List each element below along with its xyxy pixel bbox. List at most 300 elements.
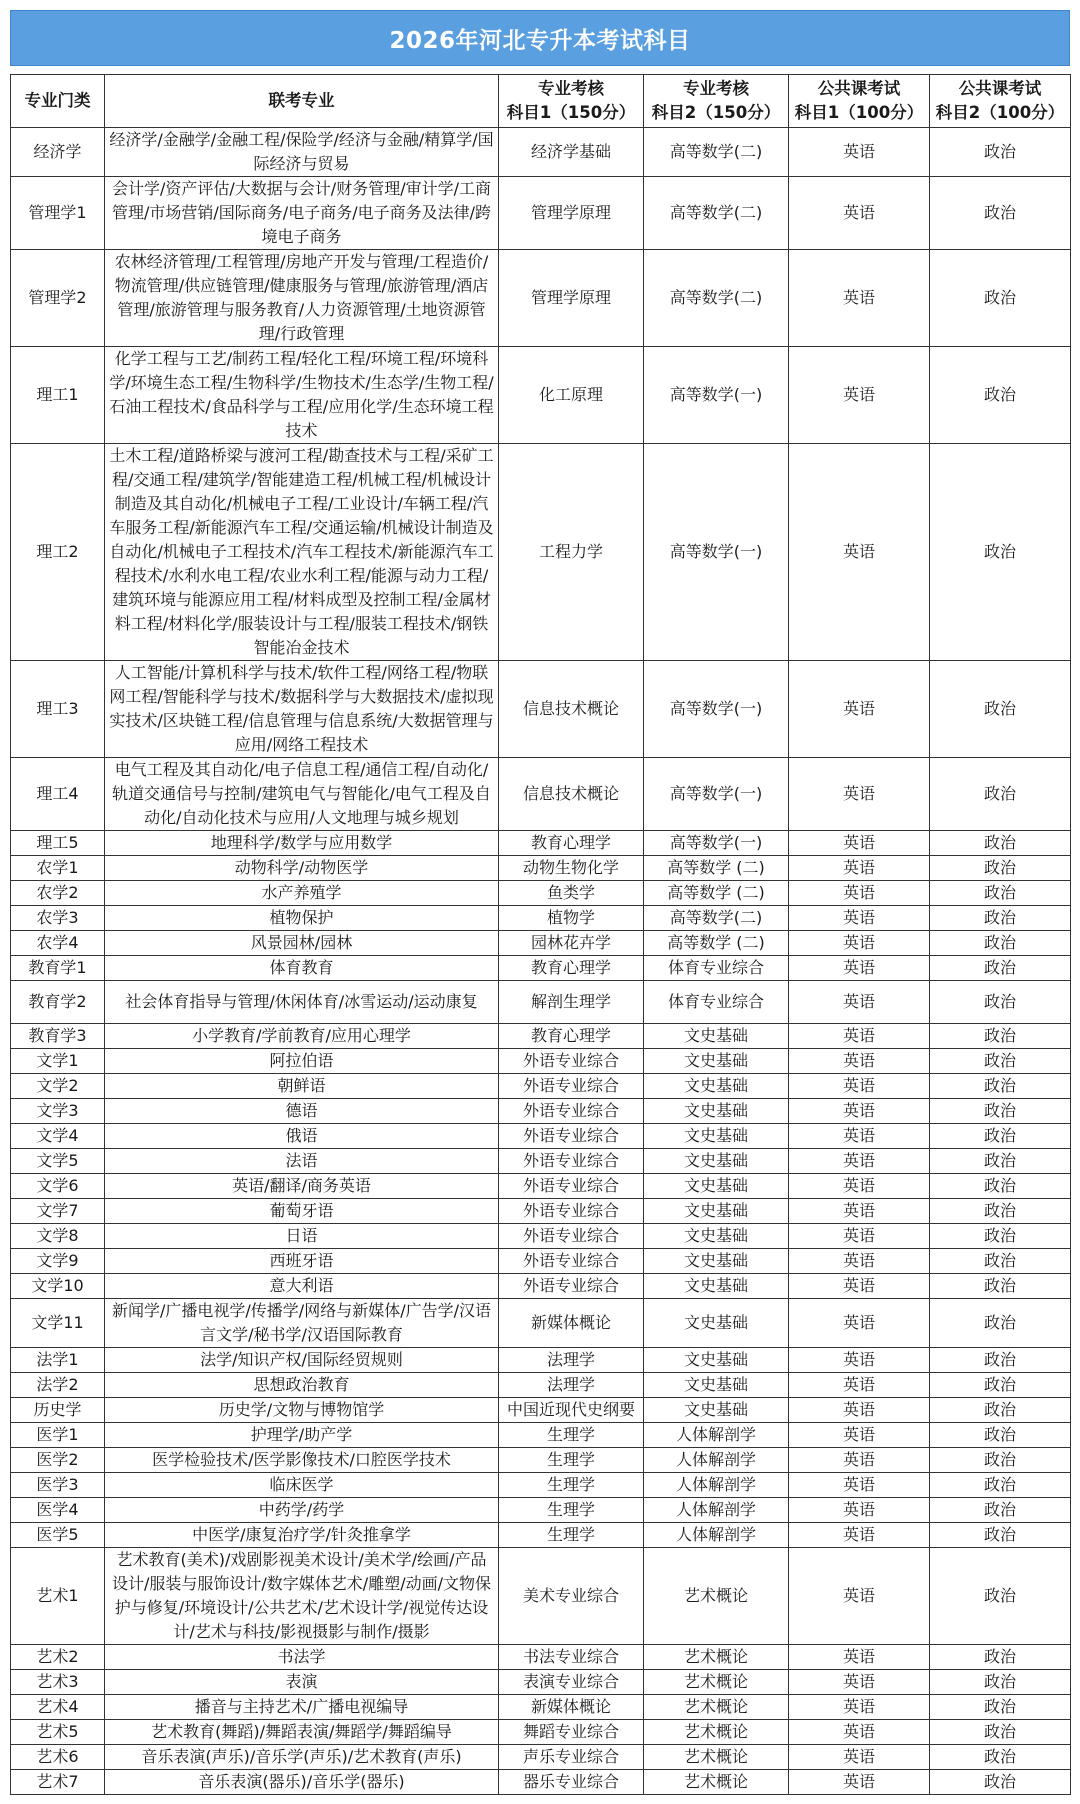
- public2-cell: 政治: [930, 347, 1071, 444]
- majors-cell: 音乐表演(器乐)/音乐学(器乐): [105, 1770, 499, 1795]
- public1-cell: 英语: [789, 1199, 930, 1224]
- public1-cell: 英语: [789, 1049, 930, 1074]
- public1-cell: 英语: [789, 347, 930, 444]
- subject1-cell: 生理学: [499, 1498, 644, 1523]
- category-cell: 医学3: [11, 1473, 105, 1498]
- category-cell: 艺术6: [11, 1745, 105, 1770]
- subject1-cell: 中国近现代史纲要: [499, 1398, 644, 1423]
- public2-cell: 政治: [930, 831, 1071, 856]
- subject1-cell: 新媒体概论: [499, 1695, 644, 1720]
- public2-cell: 政治: [930, 1770, 1071, 1795]
- category-cell: 文学3: [11, 1099, 105, 1124]
- public1-cell: 英语: [789, 956, 930, 981]
- subject1-cell: 植物学: [499, 906, 644, 931]
- public2-cell: 政治: [930, 1645, 1071, 1670]
- table-row: [11, 1398, 1071, 1423]
- header-public-2: [930, 75, 1071, 128]
- table-row: [11, 1099, 1071, 1124]
- majors-cell: 法语: [105, 1149, 499, 1174]
- public1-cell: 英语: [789, 758, 930, 831]
- subject2-cell: 文史基础: [644, 1174, 789, 1199]
- page-title: 2026年河北专升本考试科目: [10, 10, 1070, 66]
- subject1-cell: 生理学: [499, 1448, 644, 1473]
- table-row: [11, 1720, 1071, 1745]
- majors-cell: 朝鲜语: [105, 1074, 499, 1099]
- majors-cell: 社会体育指导与管理/休闲体育/冰雪运动/运动康复: [105, 981, 499, 1024]
- subject2-cell: 文史基础: [644, 1074, 789, 1099]
- category-cell: 经济学: [11, 128, 105, 177]
- public2-cell: 政治: [930, 1548, 1071, 1645]
- subject2-cell: 文史基础: [644, 1099, 789, 1124]
- subject2-cell: 人体解剖学: [644, 1423, 789, 1448]
- majors-cell: 中药学/药学: [105, 1498, 499, 1523]
- header-public-1: [789, 75, 930, 128]
- subject1-cell: 外语专业综合: [499, 1224, 644, 1249]
- header-text: 公共课考试: [817, 79, 901, 98]
- subject1-cell: 外语专业综合: [499, 1124, 644, 1149]
- public1-cell: 英语: [789, 1124, 930, 1149]
- subject2-cell: 文史基础: [644, 1124, 789, 1149]
- category-cell: 理工4: [11, 758, 105, 831]
- category-cell: 文学5: [11, 1149, 105, 1174]
- header-subject-2: [644, 75, 789, 128]
- public1-cell: 英语: [789, 931, 930, 956]
- public1-cell: 英语: [789, 1174, 930, 1199]
- subject2-cell: 高等数学(一): [644, 347, 789, 444]
- table-row: [11, 931, 1071, 956]
- table-row: [11, 881, 1071, 906]
- subject1-cell: 外语专业综合: [499, 1199, 644, 1224]
- subject1-cell: 生理学: [499, 1423, 644, 1448]
- category-cell: 教育学1: [11, 956, 105, 981]
- subject2-cell: 高等数学(一): [644, 661, 789, 758]
- majors-cell: 音乐表演(声乐)/音乐学(声乐)/艺术教育(声乐): [105, 1745, 499, 1770]
- public2-cell: 政治: [930, 250, 1071, 347]
- majors-cell: 土木工程/道路桥梁与渡河工程/勘查技术与工程/采矿工程/交通工程/建筑学/智能建造工程/机械工程/机械设计制造及其自动化/机械电子工程/工业设计/车辆工程/汽车服务工程/新能源汽车工程/交通运输/机械设计制造及自动化/机械电子工程技术/汽车工程技术/新能源汽车工程技术/水利水电工程/农业水利工程/能源与动力工程/建筑环境与能源应用工程/材料成型及控制工程/金属材料工程/材料化学/服装设计与工程/服装工程技术/钢铁智能冶金技术: [105, 444, 499, 661]
- category-cell: 文学1: [11, 1049, 105, 1074]
- table-row: [11, 1770, 1071, 1795]
- public1-cell: 英语: [789, 856, 930, 881]
- subject2-cell: 人体解剖学: [644, 1498, 789, 1523]
- public2-cell: 政治: [930, 1199, 1071, 1224]
- majors-cell: 播音与主持艺术/广播电视编导: [105, 1695, 499, 1720]
- category-cell: 历史学: [11, 1398, 105, 1423]
- public2-cell: 政治: [930, 1099, 1071, 1124]
- public2-cell: 政治: [930, 177, 1071, 250]
- table-row: [11, 347, 1071, 444]
- subject2-cell: 文史基础: [644, 1398, 789, 1423]
- table-row: [11, 1149, 1071, 1174]
- public2-cell: 政治: [930, 956, 1071, 981]
- majors-cell: 西班牙语: [105, 1249, 499, 1274]
- public2-cell: 政治: [930, 1049, 1071, 1074]
- public1-cell: 英语: [789, 1074, 930, 1099]
- category-cell: 管理学2: [11, 250, 105, 347]
- subject1-cell: 外语专业综合: [499, 1274, 644, 1299]
- majors-cell: 地理科学/数学与应用数学: [105, 831, 499, 856]
- public1-cell: 英语: [789, 1274, 930, 1299]
- public1-cell: 英语: [789, 1348, 930, 1373]
- public2-cell: 政治: [930, 1423, 1071, 1448]
- category-cell: 理工2: [11, 444, 105, 661]
- subject1-cell: 外语专业综合: [499, 1099, 644, 1124]
- majors-cell: 葡萄牙语: [105, 1199, 499, 1224]
- public2-cell: 政治: [930, 1695, 1071, 1720]
- subject1-cell: 教育心理学: [499, 956, 644, 981]
- subject1-cell: 园林花卉学: [499, 931, 644, 956]
- subject2-cell: 体育专业综合: [644, 981, 789, 1024]
- table-row: [11, 1024, 1071, 1049]
- category-cell: 文学7: [11, 1199, 105, 1224]
- table-row: [11, 1745, 1071, 1770]
- majors-cell: 法学/知识产权/国际经贸规则: [105, 1348, 499, 1373]
- public2-cell: 政治: [930, 1124, 1071, 1149]
- subject2-cell: 文史基础: [644, 1149, 789, 1174]
- public2-cell: 政治: [930, 1398, 1071, 1423]
- public1-cell: 英语: [789, 831, 930, 856]
- public1-cell: 英语: [789, 1770, 930, 1795]
- majors-cell: 俄语: [105, 1124, 499, 1149]
- table-body: [11, 128, 1071, 1795]
- majors-cell: 护理学/助产学: [105, 1423, 499, 1448]
- header-text: 科目1（100分）: [794, 103, 924, 122]
- majors-cell: 德语: [105, 1099, 499, 1124]
- subject1-cell: 表演专业综合: [499, 1670, 644, 1695]
- public2-cell: 政治: [930, 1174, 1071, 1199]
- subject2-cell: 高等数学(一): [644, 758, 789, 831]
- header-text: 专业考核: [683, 79, 749, 98]
- subject1-cell: 动物生物化学: [499, 856, 644, 881]
- table-row: [11, 856, 1071, 881]
- subject2-cell: 艺术概论: [644, 1745, 789, 1770]
- category-cell: 医学5: [11, 1523, 105, 1548]
- category-cell: 农学2: [11, 881, 105, 906]
- subject2-cell: 艺术概论: [644, 1645, 789, 1670]
- majors-cell: 小学教育/学前教育/应用心理学: [105, 1024, 499, 1049]
- header-text: 科目2（150分）: [651, 103, 781, 122]
- table-row: [11, 1373, 1071, 1398]
- subject2-cell: 高等数学(二): [644, 250, 789, 347]
- header-subject-1: [499, 75, 644, 128]
- subject2-cell: 文史基础: [644, 1024, 789, 1049]
- subject2-cell: 艺术概论: [644, 1670, 789, 1695]
- majors-cell: 艺术教育(美术)/戏剧影视美术设计/美术学/绘画/产品设计/服装与服饰设计/数字媒体艺术/雕塑/动画/文物保护与修复/环境设计/公共艺术/艺术设计学/视觉传达设计/艺术与科技/影视摄影与制作/摄影: [105, 1548, 499, 1645]
- table-row: [11, 1049, 1071, 1074]
- public1-cell: 英语: [789, 250, 930, 347]
- subject1-cell: 外语专业综合: [499, 1174, 644, 1199]
- public1-cell: 英语: [789, 906, 930, 931]
- category-cell: 法学2: [11, 1373, 105, 1398]
- subject2-cell: 体育专业综合: [644, 956, 789, 981]
- table-row: [11, 758, 1071, 831]
- public2-cell: 政治: [930, 444, 1071, 661]
- public2-cell: 政治: [930, 1149, 1071, 1174]
- header-text: 公共课考试: [958, 79, 1042, 98]
- majors-cell: 思想政治教育: [105, 1373, 499, 1398]
- subject1-cell: 法理学: [499, 1348, 644, 1373]
- category-cell: 艺术3: [11, 1670, 105, 1695]
- category-cell: 艺术2: [11, 1645, 105, 1670]
- public2-cell: 政治: [930, 1348, 1071, 1373]
- majors-cell: 阿拉伯语: [105, 1049, 499, 1074]
- category-cell: 艺术1: [11, 1548, 105, 1645]
- subject2-cell: 文史基础: [644, 1348, 789, 1373]
- public1-cell: 英语: [789, 1720, 930, 1745]
- public1-cell: 英语: [789, 1299, 930, 1348]
- public1-cell: 英语: [789, 981, 930, 1024]
- category-cell: 教育学3: [11, 1024, 105, 1049]
- category-cell: 文学11: [11, 1299, 105, 1348]
- category-cell: 艺术7: [11, 1770, 105, 1795]
- majors-cell: 植物保护: [105, 906, 499, 931]
- subject1-cell: 新媒体概论: [499, 1299, 644, 1348]
- public1-cell: 英语: [789, 1548, 930, 1645]
- table-row: [11, 1670, 1071, 1695]
- public1-cell: 英语: [789, 1745, 930, 1770]
- table-row: [11, 956, 1071, 981]
- public1-cell: 英语: [789, 1149, 930, 1174]
- category-cell: 艺术5: [11, 1720, 105, 1745]
- category-cell: 艺术4: [11, 1695, 105, 1720]
- category-cell: 文学8: [11, 1224, 105, 1249]
- exam-subjects-table: [10, 74, 1071, 1795]
- majors-cell: 新闻学/广播电视学/传播学/网络与新媒体/广告学/汉语言文学/秘书学/汉语国际教育: [105, 1299, 499, 1348]
- public2-cell: 政治: [930, 856, 1071, 881]
- table-row: [11, 1199, 1071, 1224]
- majors-cell: 艺术教育(舞蹈)/舞蹈表演/舞蹈学/舞蹈编导: [105, 1720, 499, 1745]
- subject1-cell: 外语专业综合: [499, 1049, 644, 1074]
- public2-cell: 政治: [930, 881, 1071, 906]
- subject2-cell: 文史基础: [644, 1249, 789, 1274]
- subject1-cell: 生理学: [499, 1523, 644, 1548]
- header-text: 科目1（150分）: [506, 103, 636, 122]
- subject2-cell: 文史基础: [644, 1373, 789, 1398]
- table-row: [11, 128, 1071, 177]
- majors-cell: 动物科学/动物医学: [105, 856, 499, 881]
- subject2-cell: 高等数学 (二): [644, 931, 789, 956]
- table-row: [11, 906, 1071, 931]
- table-row: [11, 1448, 1071, 1473]
- public1-cell: 英语: [789, 881, 930, 906]
- table-row: [11, 1174, 1071, 1199]
- majors-cell: 历史学/文物与博物馆学: [105, 1398, 499, 1423]
- table-row: [11, 1274, 1071, 1299]
- category-cell: 文学6: [11, 1174, 105, 1199]
- subject1-cell: 外语专业综合: [499, 1074, 644, 1099]
- subject1-cell: 工程力学: [499, 444, 644, 661]
- category-cell: 法学1: [11, 1348, 105, 1373]
- category-cell: 管理学1: [11, 177, 105, 250]
- subject1-cell: 管理学原理: [499, 177, 644, 250]
- table-row: [11, 1348, 1071, 1373]
- public2-cell: 政治: [930, 1745, 1071, 1770]
- majors-cell: 临床医学: [105, 1473, 499, 1498]
- majors-cell: 经济学/金融学/金融工程/保险学/经济与金融/精算学/国际经济与贸易: [105, 128, 499, 177]
- subject1-cell: 声乐专业综合: [499, 1745, 644, 1770]
- subject2-cell: 文史基础: [644, 1299, 789, 1348]
- public2-cell: 政治: [930, 1024, 1071, 1049]
- header-category: [11, 75, 105, 128]
- public2-cell: 政治: [930, 1523, 1071, 1548]
- subject2-cell: 高等数学 (二): [644, 881, 789, 906]
- public2-cell: 政治: [930, 1249, 1071, 1274]
- public1-cell: 英语: [789, 1224, 930, 1249]
- category-cell: 理工5: [11, 831, 105, 856]
- table-row: [11, 1124, 1071, 1149]
- subject1-cell: 信息技术概论: [499, 661, 644, 758]
- subject2-cell: 文史基础: [644, 1049, 789, 1074]
- subject1-cell: 法理学: [499, 1373, 644, 1398]
- public1-cell: 英语: [789, 177, 930, 250]
- majors-cell: 化学工程与工艺/制药工程/轻化工程/环境工程/环境科学/环境生态工程/生物科学/生物技术/生态学/生物工程/石油工程技术/食品科学与工程/应用化学/生态环境工程技术: [105, 347, 499, 444]
- majors-cell: 风景园林/园林: [105, 931, 499, 956]
- public1-cell: 英语: [789, 1423, 930, 1448]
- public1-cell: 英语: [789, 1024, 930, 1049]
- header-text: 科目2（100分）: [935, 103, 1065, 122]
- table-row: [11, 1074, 1071, 1099]
- public2-cell: 政治: [930, 1373, 1071, 1398]
- majors-cell: 会计学/资产评估/大数据与会计/财务管理/审计学/工商管理/市场营销/国际商务/电子商务/电子商务及法律/跨境电子商务: [105, 177, 499, 250]
- public2-cell: 政治: [930, 1299, 1071, 1348]
- public2-cell: 政治: [930, 1448, 1071, 1473]
- public1-cell: 英语: [789, 444, 930, 661]
- subject1-cell: 教育心理学: [499, 831, 644, 856]
- subject2-cell: 人体解剖学: [644, 1473, 789, 1498]
- public1-cell: 英语: [789, 128, 930, 177]
- subject2-cell: 艺术概论: [644, 1770, 789, 1795]
- public1-cell: 英语: [789, 1099, 930, 1124]
- category-cell: 农学4: [11, 931, 105, 956]
- public2-cell: 政治: [930, 1074, 1071, 1099]
- table-row: [11, 1473, 1071, 1498]
- subject2-cell: 高等数学(二): [644, 906, 789, 931]
- category-cell: 理工1: [11, 347, 105, 444]
- table-row: [11, 661, 1071, 758]
- category-cell: 文学9: [11, 1249, 105, 1274]
- category-cell: 文学10: [11, 1274, 105, 1299]
- majors-cell: 书法学: [105, 1645, 499, 1670]
- public2-cell: 政治: [930, 1224, 1071, 1249]
- public1-cell: 英语: [789, 1645, 930, 1670]
- subject1-cell: 鱼类学: [499, 881, 644, 906]
- table-row: [11, 1498, 1071, 1523]
- subject1-cell: 外语专业综合: [499, 1149, 644, 1174]
- subject1-cell: 教育心理学: [499, 1024, 644, 1049]
- public2-cell: 政治: [930, 1720, 1071, 1745]
- table-row: [11, 1224, 1071, 1249]
- majors-cell: 人工智能/计算机科学与技术/软件工程/网络工程/物联网工程/智能科学与技术/数据科学与大数据技术/虚拟现实技术/区块链工程/信息管理与信息系统/大数据管理与应用/网络工程技术: [105, 661, 499, 758]
- public1-cell: 英语: [789, 1448, 930, 1473]
- subject1-cell: 舞蹈专业综合: [499, 1720, 644, 1745]
- public1-cell: 英语: [789, 1373, 930, 1398]
- table-row: [11, 1423, 1071, 1448]
- subject1-cell: 生理学: [499, 1473, 644, 1498]
- majors-cell: 日语: [105, 1224, 499, 1249]
- subject1-cell: 信息技术概论: [499, 758, 644, 831]
- majors-cell: 电气工程及其自动化/电子信息工程/通信工程/自动化/轨道交通信号与控制/建筑电气与智能化/电气工程及自动化/自动化技术与应用/人文地理与城乡规划: [105, 758, 499, 831]
- subject1-cell: 书法专业综合: [499, 1645, 644, 1670]
- table-row: [11, 831, 1071, 856]
- subject2-cell: 高等数学 (二): [644, 856, 789, 881]
- public2-cell: 政治: [930, 1670, 1071, 1695]
- category-cell: 文学4: [11, 1124, 105, 1149]
- public2-cell: 政治: [930, 1498, 1071, 1523]
- subject2-cell: 艺术概论: [644, 1548, 789, 1645]
- majors-cell: 中医学/康复治疗学/针灸推拿学: [105, 1523, 499, 1548]
- subject1-cell: 解剖生理学: [499, 981, 644, 1024]
- public1-cell: 英语: [789, 1670, 930, 1695]
- public2-cell: 政治: [930, 1473, 1071, 1498]
- majors-cell: 英语/翻译/商务英语: [105, 1174, 499, 1199]
- public2-cell: 政治: [930, 128, 1071, 177]
- category-cell: 医学1: [11, 1423, 105, 1448]
- table-row: [11, 1249, 1071, 1274]
- majors-cell: 医学检验技术/医学影像技术/口腔医学技术: [105, 1448, 499, 1473]
- subject2-cell: 高等数学(二): [644, 177, 789, 250]
- public2-cell: 政治: [930, 758, 1071, 831]
- public1-cell: 英语: [789, 1695, 930, 1720]
- exam-table-document: [10, 10, 1070, 1795]
- table-row: [11, 1695, 1071, 1720]
- subject2-cell: 艺术概论: [644, 1695, 789, 1720]
- subject2-cell: 高等数学(二): [644, 128, 789, 177]
- header-text: 专业门类: [24, 91, 91, 110]
- category-cell: 农学3: [11, 906, 105, 931]
- table-row: [11, 1548, 1071, 1645]
- subject1-cell: 器乐专业综合: [499, 1770, 644, 1795]
- table-header-row: [11, 75, 1071, 128]
- category-cell: 农学1: [11, 856, 105, 881]
- category-cell: 医学2: [11, 1448, 105, 1473]
- table-row: [11, 981, 1071, 1024]
- category-cell: 教育学2: [11, 981, 105, 1024]
- category-cell: 理工3: [11, 661, 105, 758]
- subject2-cell: 文史基础: [644, 1199, 789, 1224]
- majors-cell: 意大利语: [105, 1274, 499, 1299]
- public1-cell: 英语: [789, 1523, 930, 1548]
- table-row: [11, 250, 1071, 347]
- table-row: [11, 1299, 1071, 1348]
- subject2-cell: 高等数学(一): [644, 444, 789, 661]
- public1-cell: 英语: [789, 1498, 930, 1523]
- subject2-cell: 人体解剖学: [644, 1523, 789, 1548]
- public2-cell: 政治: [930, 1274, 1071, 1299]
- subject2-cell: 文史基础: [644, 1224, 789, 1249]
- subject2-cell: 高等数学(一): [644, 831, 789, 856]
- category-cell: 文学2: [11, 1074, 105, 1099]
- subject2-cell: 艺术概论: [644, 1720, 789, 1745]
- public1-cell: 英语: [789, 1473, 930, 1498]
- public1-cell: 英语: [789, 661, 930, 758]
- public1-cell: 英语: [789, 1398, 930, 1423]
- subject1-cell: 化工原理: [499, 347, 644, 444]
- majors-cell: 水产养殖学: [105, 881, 499, 906]
- public2-cell: 政治: [930, 661, 1071, 758]
- subject1-cell: 外语专业综合: [499, 1249, 644, 1274]
- subject2-cell: 文史基础: [644, 1274, 789, 1299]
- category-cell: 医学4: [11, 1498, 105, 1523]
- table-row: [11, 1645, 1071, 1670]
- table-row: [11, 444, 1071, 661]
- subject2-cell: 人体解剖学: [644, 1448, 789, 1473]
- majors-cell: 体育教育: [105, 956, 499, 981]
- subject1-cell: 管理学原理: [499, 250, 644, 347]
- public1-cell: 英语: [789, 1249, 930, 1274]
- header-text: 联考专业: [268, 91, 335, 110]
- public2-cell: 政治: [930, 981, 1071, 1024]
- subject1-cell: 美术专业综合: [499, 1548, 644, 1645]
- subject1-cell: 经济学基础: [499, 128, 644, 177]
